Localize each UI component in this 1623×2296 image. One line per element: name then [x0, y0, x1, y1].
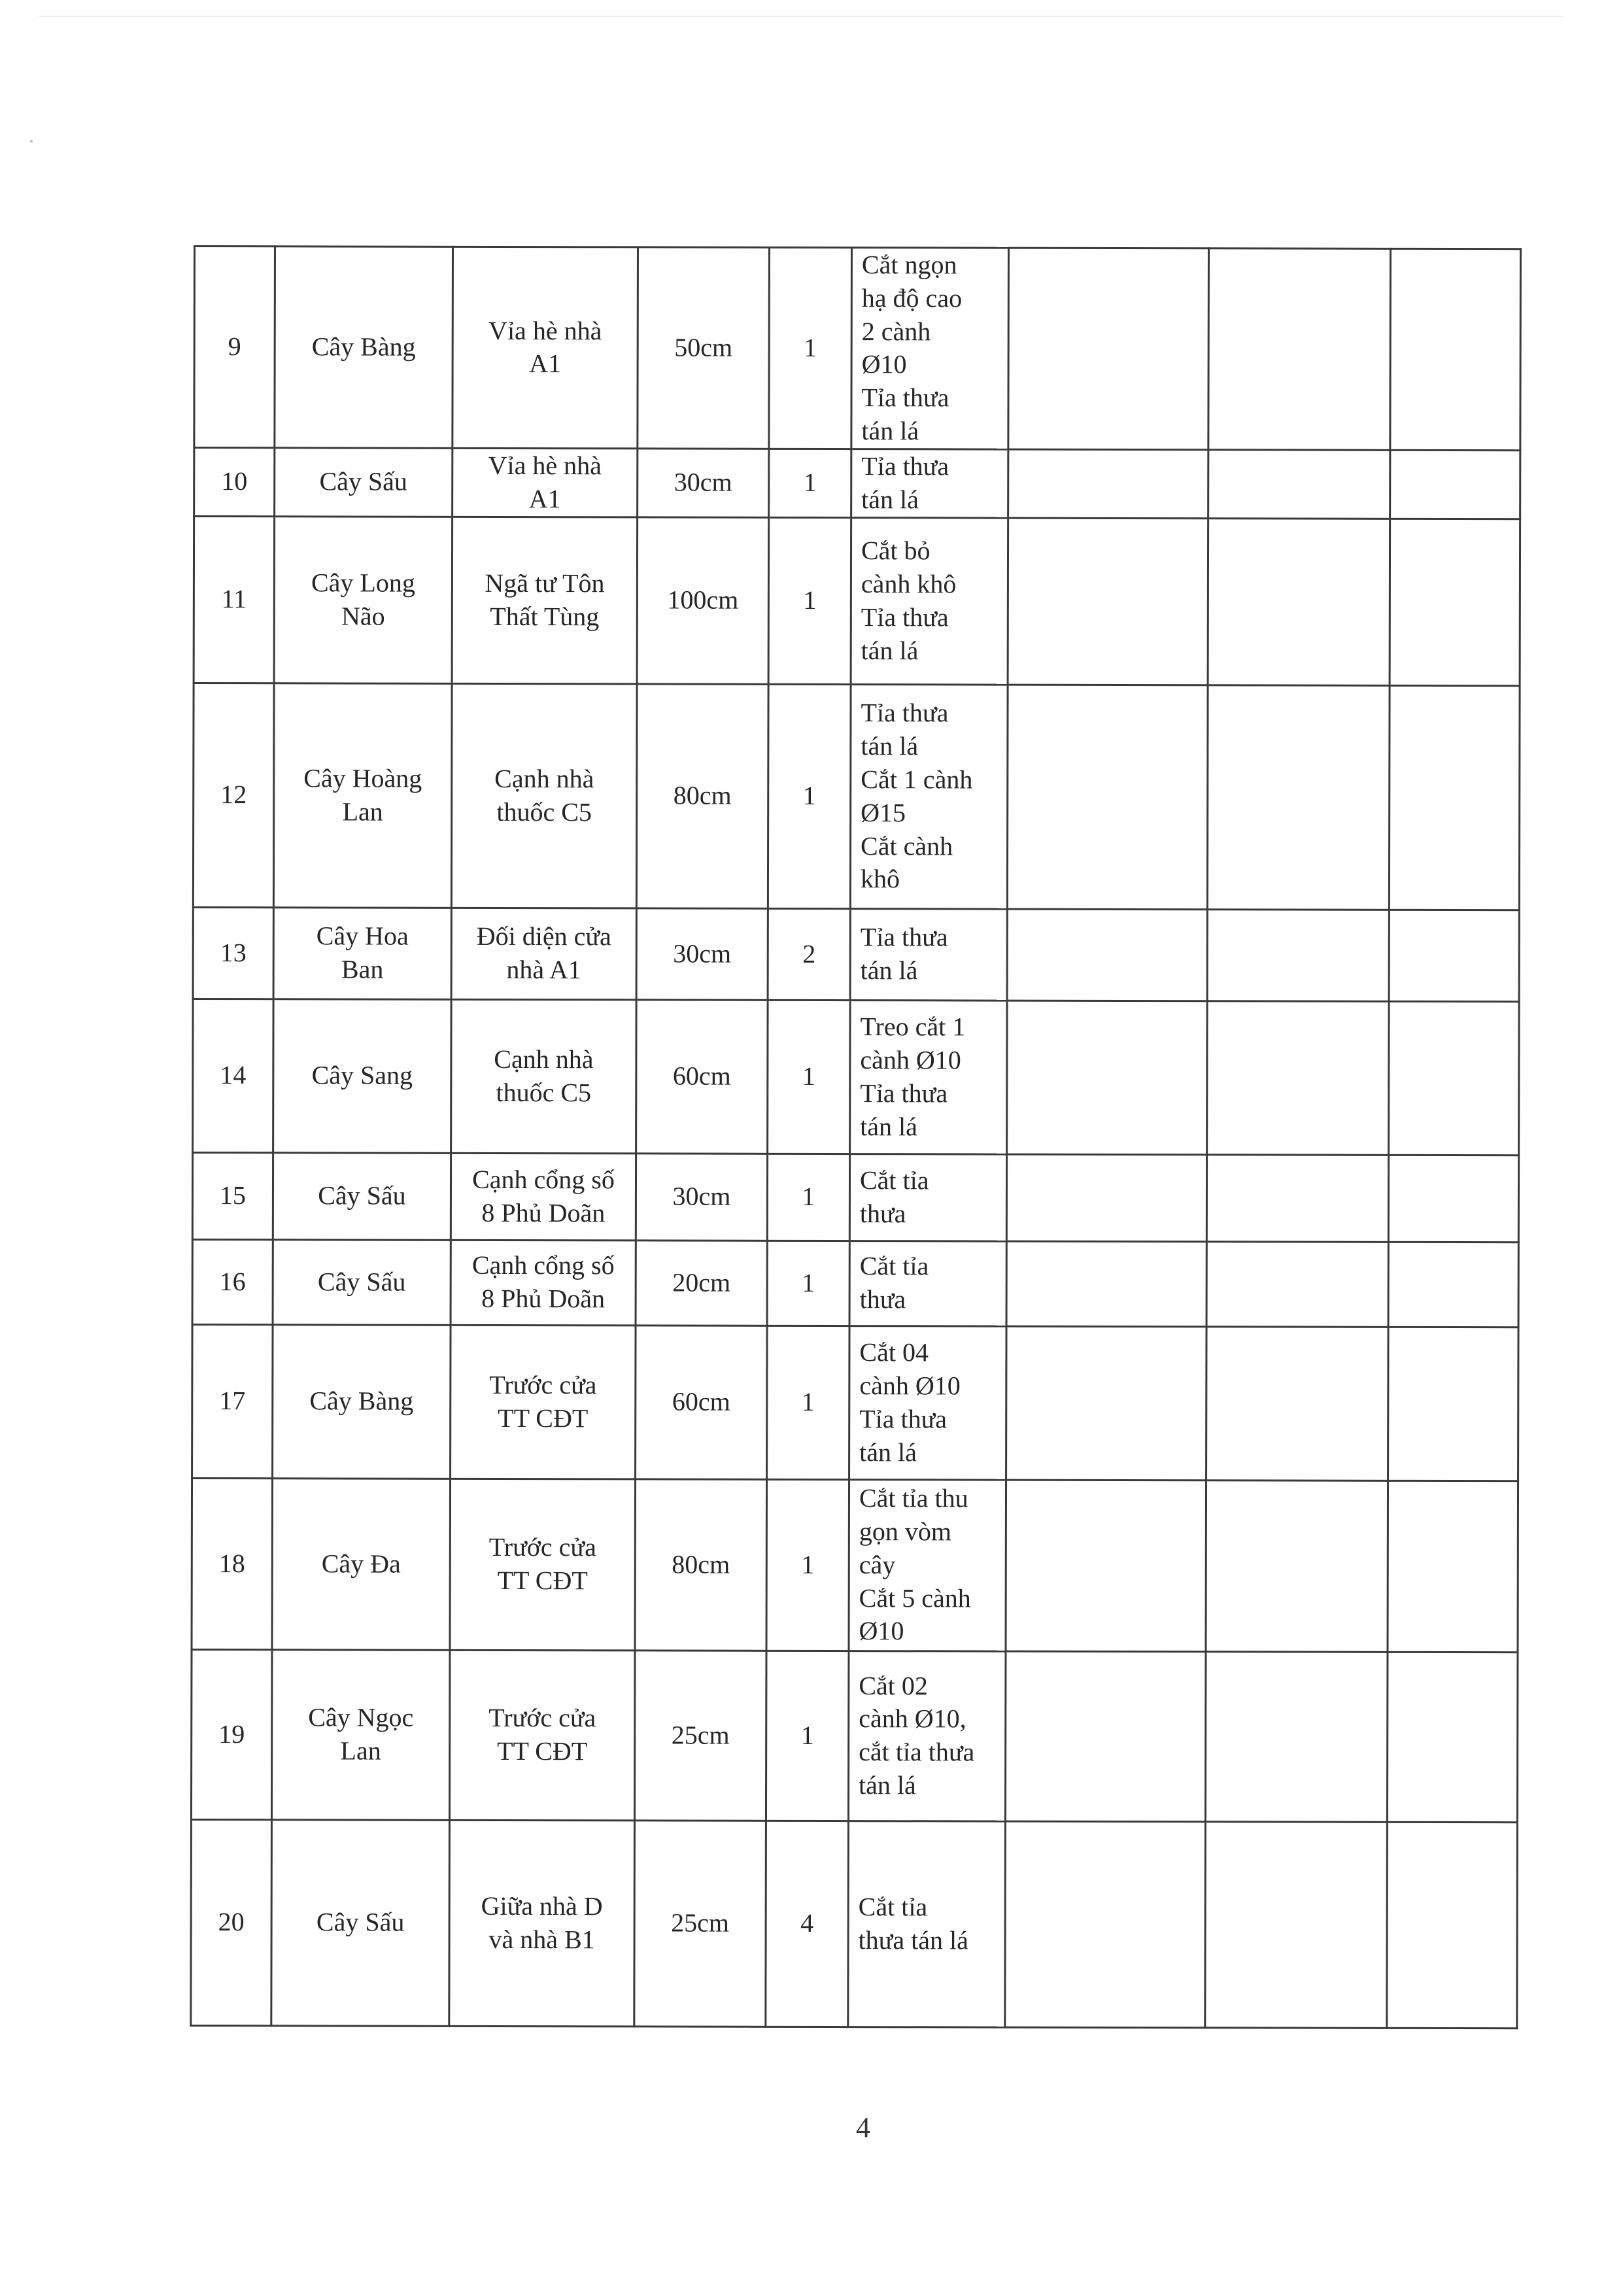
- location-cell-line: nhà A1: [506, 955, 581, 985]
- location-cell-line: 8 Phủ Doãn: [481, 1197, 606, 1228]
- row-number-cell: 10: [194, 447, 275, 516]
- empty-cell-c: [1389, 910, 1519, 1001]
- empty-cell-b: [1206, 1327, 1388, 1481]
- empty-cell-b: [1205, 1652, 1388, 1823]
- row-number-cell: 17: [192, 1324, 273, 1478]
- quantity-cell: 1: [769, 449, 851, 517]
- location-cell-line: TT CĐT: [497, 1736, 588, 1766]
- work-description-cell-line: Tỉa thưa: [861, 602, 949, 632]
- location-cell: [453, 448, 638, 517]
- work-description-cell-line: Cắt tỉa: [859, 1165, 929, 1195]
- tree-name-cell-line: Cây Ngọc: [308, 1702, 414, 1733]
- quantity-cell: 1: [767, 1154, 849, 1241]
- work-description-cell-line: cây: [859, 1550, 896, 1580]
- location-cell-line: Cạnh nhà: [494, 1044, 594, 1074]
- empty-cell-c: [1389, 685, 1520, 910]
- work-description-cell-line: Tỉa thưa: [860, 1078, 948, 1108]
- row-number-cell: 15: [192, 1152, 273, 1239]
- work-description-cell-line: hạ độ cao: [861, 283, 963, 313]
- empty-cell-c: [1388, 1481, 1518, 1652]
- work-description-cell-line: Cắt 02: [859, 1670, 928, 1701]
- tree-name-cell-line: Não: [341, 601, 385, 631]
- tree-name-cell: [273, 1325, 451, 1479]
- quantity-cell: 1: [766, 1479, 849, 1651]
- empty-cell-c: [1388, 1327, 1518, 1481]
- location-cell-line: A1: [529, 349, 562, 379]
- empty-cell-a: [1006, 1326, 1206, 1481]
- scan-page-edge: [39, 16, 1563, 17]
- location-cell: [451, 999, 636, 1154]
- quantity-cell: 1: [768, 517, 851, 684]
- work-description-cell-line: Ø15: [861, 797, 906, 828]
- work-description-cell: [850, 684, 1008, 909]
- work-description-cell-line: 2 cành: [861, 316, 931, 346]
- quantity-cell: 1: [767, 1241, 849, 1326]
- empty-cell-b: [1206, 1481, 1388, 1653]
- quantity-cell: 1: [769, 247, 852, 449]
- tree-name-cell-line: Cây Hoàng: [303, 763, 422, 793]
- work-description-cell: [850, 908, 1007, 1001]
- work-description-cell: [849, 1326, 1006, 1480]
- work-description-cell-line: tán lá: [861, 635, 919, 665]
- empty-cell-c: [1390, 519, 1520, 685]
- work-description-cell-line: Tỉa thưa: [861, 698, 949, 728]
- work-description-cell-line: Cắt cành: [861, 831, 953, 861]
- row-number-cell: 13: [193, 907, 273, 999]
- location-cell-line: thuốc C5: [496, 1077, 592, 1108]
- table-row: [192, 1478, 1518, 1652]
- page-number: 4: [856, 2112, 870, 2144]
- tree-name-cell-line: Cây Sấu: [317, 1267, 406, 1297]
- tree-name-cell-line: Cây Long: [311, 568, 415, 598]
- table-row: [193, 907, 1519, 1001]
- diameter-cell: 50cm: [638, 247, 770, 449]
- empty-cell-c: [1389, 1001, 1519, 1155]
- work-description-cell: [850, 1000, 1007, 1154]
- empty-cell-c: [1388, 1242, 1518, 1327]
- work-description-cell: [849, 1241, 1006, 1326]
- empty-cell-a: [1007, 685, 1208, 910]
- location-cell-line: Cạnh nhà: [494, 763, 594, 794]
- diameter-cell: 25cm: [634, 1821, 766, 2027]
- location-cell: [451, 683, 637, 908]
- empty-cell-b: [1205, 1822, 1388, 2029]
- diameter-cell: 60cm: [636, 1326, 767, 1479]
- quantity-cell: 2: [768, 908, 850, 1000]
- work-description-cell-line: thưa: [859, 1198, 906, 1229]
- empty-cell-b: [1207, 910, 1389, 1002]
- table-row: [194, 247, 1521, 451]
- location-cell-line: Vỉa hè nhà: [488, 315, 602, 345]
- location-cell: [451, 1240, 636, 1326]
- work-description-cell-line: cắt tỉa thưa: [859, 1737, 975, 1767]
- location-cell-line: Trước cửa: [488, 1703, 596, 1733]
- empty-cell-a: [1008, 248, 1209, 449]
- tree-name-cell: [271, 1650, 450, 1821]
- tree-name-cell-line: Cây Hoa: [316, 921, 409, 951]
- work-description-cell-line: cành khô: [861, 569, 957, 599]
- work-description-cell-line: thưa: [859, 1284, 906, 1314]
- empty-cell-a: [1008, 518, 1208, 685]
- tree-name-cell-line: Lan: [340, 1736, 381, 1766]
- tree-name-cell-line: Cây Sang: [311, 1060, 413, 1091]
- work-description-cell-line: Tỉa thưa: [859, 1403, 948, 1434]
- quantity-cell: 1: [768, 1000, 850, 1154]
- table-row: [191, 1819, 1518, 2028]
- work-description-cell-line: Cắt tỉa: [858, 1892, 928, 1922]
- empty-cell-c: [1390, 450, 1520, 519]
- work-description-cell-line: Tỉa thưa: [861, 451, 949, 481]
- work-description-cell-line: Cắt 5 cành: [859, 1583, 971, 1613]
- table-row: [192, 1239, 1518, 1327]
- empty-cell-b: [1208, 519, 1390, 686]
- location-cell-line: Thất Tùng: [490, 601, 600, 632]
- row-number-cell: 20: [191, 1819, 272, 2025]
- table-row: [192, 1152, 1518, 1242]
- work-description-cell-line: Cắt 1 cành: [861, 764, 973, 795]
- tree-name-cell: [273, 683, 452, 908]
- tree-pruning-table: [190, 245, 1522, 2029]
- work-description-cell-line: tán lá: [861, 731, 919, 761]
- empty-cell-a: [1008, 449, 1208, 519]
- empty-cell-c: [1388, 1155, 1518, 1242]
- work-description-cell-line: Cắt bỏ: [861, 536, 931, 566]
- location-cell-line: thuốc C5: [496, 797, 592, 827]
- location-cell: [449, 1820, 635, 2027]
- location-cell: [450, 1479, 636, 1651]
- diameter-cell: 80cm: [636, 684, 768, 908]
- location-cell: [449, 1650, 635, 1821]
- location-cell-line: Đối diện cửa: [476, 921, 611, 951]
- work-description-cell-line: Cắt ngọn: [861, 250, 957, 280]
- empty-cell-c: [1390, 248, 1521, 450]
- table-row: [193, 999, 1519, 1155]
- work-description-cell-line: cành Ø10,: [859, 1704, 966, 1734]
- work-description-cell-line: Ø10: [859, 1616, 904, 1646]
- tree-name-cell-line: Cây Sấu: [316, 1907, 405, 1938]
- quantity-cell: 1: [766, 1651, 849, 1821]
- empty-cell-b: [1206, 1242, 1388, 1328]
- location-cell-line: TT CĐT: [498, 1403, 589, 1433]
- tree-name-cell-line: Cây Bàng: [309, 1386, 414, 1416]
- work-description-cell-line: cành Ø10: [860, 1045, 961, 1075]
- diameter-cell: 25cm: [634, 1651, 766, 1821]
- row-number-cell: 11: [194, 516, 275, 683]
- work-description-cell-line: tán lá: [861, 416, 919, 446]
- row-number-cell: 18: [192, 1478, 273, 1649]
- empty-cell-b: [1206, 1155, 1388, 1242]
- tree-name-cell: [273, 1153, 451, 1241]
- work-description-cell: [851, 449, 1008, 518]
- location-cell-line: 8 Phủ Doãn: [481, 1284, 606, 1314]
- quantity-cell: 1: [767, 1326, 849, 1479]
- work-description-cell: [849, 1479, 1006, 1651]
- location-cell-line: Trước cửa: [489, 1369, 597, 1400]
- row-number-cell: 9: [194, 247, 275, 448]
- diameter-cell: 60cm: [636, 1000, 768, 1154]
- table-row: [194, 447, 1520, 519]
- location-cell-line: Cạnh cổng số: [472, 1164, 615, 1195]
- diameter-cell: 30cm: [636, 908, 768, 1000]
- empty-cell-a: [1007, 1001, 1207, 1155]
- row-number-cell: 14: [193, 999, 273, 1152]
- location-cell-line: A1: [528, 483, 561, 513]
- diameter-cell: 100cm: [637, 517, 769, 684]
- location-cell: [451, 1325, 636, 1479]
- diameter-cell: 30cm: [636, 1154, 767, 1241]
- quantity-cell: 4: [766, 1821, 849, 2027]
- empty-cell-c: [1387, 1822, 1518, 2028]
- location-cell-line: và nhà B1: [488, 1924, 595, 1955]
- work-description-cell: [851, 517, 1008, 685]
- tree-name-cell: [275, 247, 453, 448]
- location-cell-line: TT CĐT: [497, 1566, 588, 1596]
- tree-name-cell-line: Cây Đa: [321, 1549, 401, 1579]
- work-description-cell: [848, 1651, 1006, 1821]
- location-cell-line: Trước cửa: [488, 1532, 596, 1562]
- empty-cell-a: [1006, 1154, 1206, 1242]
- table-row: [191, 1649, 1518, 1822]
- table-row: [194, 516, 1520, 685]
- tree-name-cell: [271, 1820, 450, 2027]
- work-description-cell-line: gọn vòm: [859, 1516, 952, 1547]
- location-cell: [451, 908, 636, 1000]
- location-cell-line: Cạnh cổng số: [471, 1250, 615, 1280]
- tree-name-cell-line: Cây Sấu: [318, 1180, 406, 1211]
- work-description-cell-line: khô: [860, 864, 900, 894]
- work-description-cell: [851, 248, 1009, 449]
- diameter-cell: 30cm: [638, 449, 769, 517]
- work-description-cell-line: Ø10: [861, 349, 907, 379]
- work-description-cell: [848, 1821, 1006, 2027]
- diameter-cell: 20cm: [636, 1241, 767, 1326]
- empty-cell-a: [1006, 1241, 1206, 1327]
- row-number-cell: 16: [192, 1239, 273, 1324]
- row-number-cell: 12: [193, 683, 274, 907]
- location-cell-line: Vỉa hè nhà: [488, 450, 602, 481]
- work-description-cell-line: thưa tán lá: [858, 1925, 968, 1955]
- empty-cell-c: [1387, 1652, 1518, 1822]
- empty-cell-b: [1208, 248, 1391, 450]
- scan-speck: [30, 140, 33, 143]
- location-cell-line: Giữa nhà D: [481, 1891, 603, 1921]
- work-description-cell-line: cành Ø10: [859, 1371, 961, 1401]
- work-description-cell-line: Tỉa thưa: [861, 383, 949, 413]
- work-description-cell-line: Treo cắt 1: [860, 1012, 966, 1042]
- work-description-cell-line: tán lá: [859, 1770, 916, 1800]
- table-row: [192, 1324, 1518, 1481]
- work-description-cell-line: tán lá: [860, 1111, 917, 1141]
- empty-cell-b: [1207, 685, 1390, 910]
- work-description-cell: [849, 1154, 1006, 1241]
- location-cell: [451, 1153, 636, 1241]
- tree-name-cell-line: Lan: [342, 797, 383, 827]
- empty-cell-a: [1007, 909, 1207, 1001]
- tree-name-cell-line: Cây Bàng: [311, 332, 416, 362]
- work-description-cell-line: tán lá: [860, 955, 918, 985]
- tree-name-cell: [273, 999, 451, 1154]
- empty-cell-b: [1207, 1001, 1389, 1156]
- tree-name-cell: [275, 448, 453, 517]
- location-cell-line: Ngã tư Tôn: [485, 568, 605, 598]
- work-description-cell-line: Cắt tỉa thu: [859, 1483, 968, 1513]
- empty-cell-a: [1006, 1480, 1206, 1652]
- location-cell: [452, 517, 638, 684]
- table-row: [193, 683, 1520, 910]
- tree-name-cell-line: Ban: [341, 954, 384, 984]
- location-cell: [453, 247, 638, 448]
- work-description-cell-line: tán lá: [861, 484, 919, 515]
- work-description-cell-line: Tỉa thưa: [860, 922, 948, 952]
- work-description-cell-line: tán lá: [859, 1437, 917, 1467]
- empty-cell-a: [1005, 1821, 1206, 2028]
- empty-cell-a: [1005, 1651, 1206, 1822]
- empty-cell-b: [1208, 450, 1390, 519]
- tree-name-cell: [272, 1479, 451, 1651]
- diameter-cell: 80cm: [635, 1479, 767, 1651]
- tree-name-cell: [273, 908, 451, 1000]
- quantity-cell: 1: [768, 684, 851, 908]
- work-description-cell-line: Cắt tỉa: [859, 1251, 929, 1281]
- work-description-cell-line: Cắt 04: [859, 1337, 929, 1367]
- tree-name-cell-line: Cây Sấu: [319, 466, 408, 497]
- tree-name-cell: [274, 517, 453, 684]
- row-number-cell: 19: [191, 1649, 272, 1819]
- tree-name-cell: [273, 1240, 451, 1326]
